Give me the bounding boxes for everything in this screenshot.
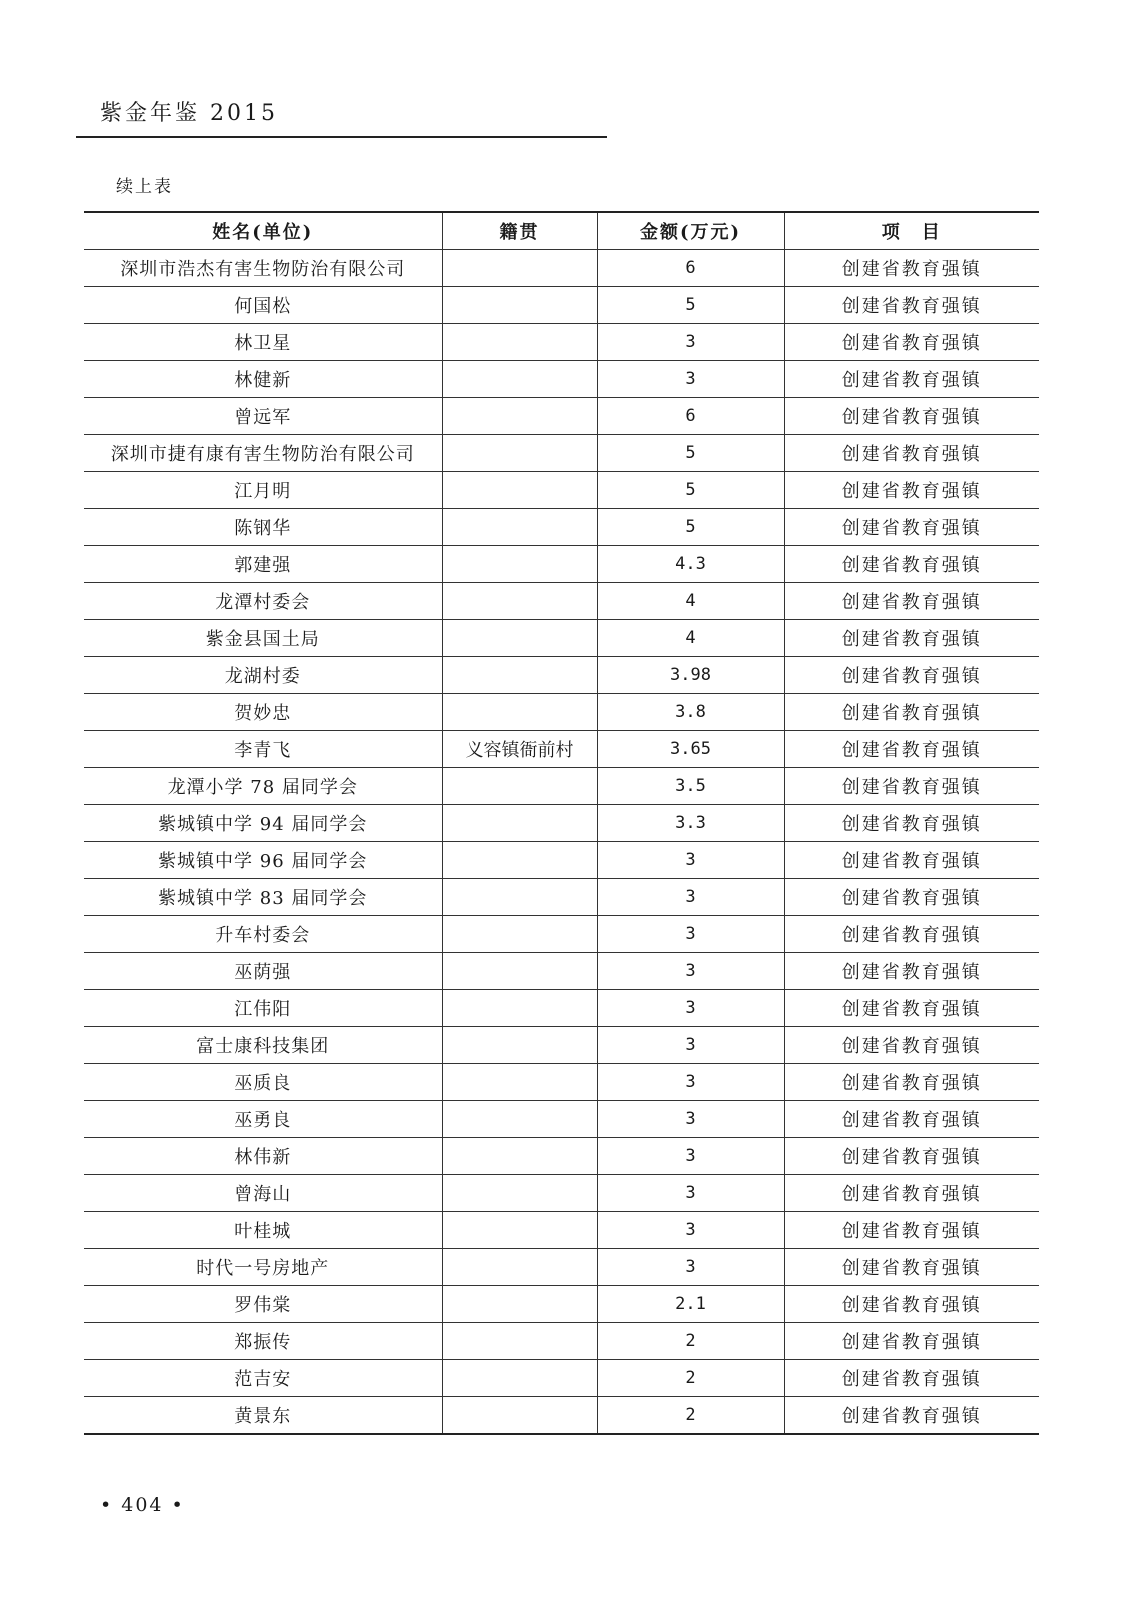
table-row <box>84 509 1039 546</box>
origin-cell <box>442 1175 597 1212</box>
name-cell: 龙湖村委 <box>84 657 442 694</box>
name-cell: 紫城镇中学 94 届同学会 <box>84 805 442 842</box>
origin-cell <box>442 398 597 435</box>
name-cell: 巫荫强 <box>84 953 442 990</box>
table-row <box>84 583 1039 620</box>
amount-cell: 3.8 <box>597 694 784 731</box>
origin-cell <box>442 546 597 583</box>
project-cell: 创建省教育强镇 <box>784 1101 1039 1138</box>
name-cell: 黄景东 <box>84 1397 442 1435</box>
amount-cell: 2.1 <box>597 1286 784 1323</box>
amount-cell: 6 <box>597 398 784 435</box>
amount-cell: 3 <box>597 361 784 398</box>
project-cell: 创建省教育强镇 <box>784 1175 1039 1212</box>
column-header-name: 姓名(单位) <box>84 212 442 250</box>
origin-cell <box>442 990 597 1027</box>
project-cell: 创建省教育强镇 <box>784 1212 1039 1249</box>
origin-cell <box>442 1397 597 1435</box>
amount-cell: 3.5 <box>597 768 784 805</box>
amount-cell: 3 <box>597 879 784 916</box>
donation-table <box>84 211 1039 1435</box>
table-row <box>84 1360 1039 1397</box>
origin-cell <box>442 509 597 546</box>
amount-cell: 3 <box>597 1212 784 1249</box>
origin-cell <box>442 953 597 990</box>
name-cell: 曾远军 <box>84 398 442 435</box>
project-cell: 创建省教育强镇 <box>784 472 1039 509</box>
name-cell: 范吉安 <box>84 1360 442 1397</box>
table-row <box>84 1064 1039 1101</box>
origin-cell <box>442 1027 597 1064</box>
amount-cell: 3 <box>597 990 784 1027</box>
amount-cell: 3.65 <box>597 731 784 768</box>
origin-cell <box>442 1212 597 1249</box>
table-row <box>84 953 1039 990</box>
origin-cell <box>442 1286 597 1323</box>
name-cell: 江月明 <box>84 472 442 509</box>
table-row <box>84 1212 1039 1249</box>
amount-cell: 5 <box>597 509 784 546</box>
amount-cell: 5 <box>597 287 784 324</box>
project-cell: 创建省教育强镇 <box>784 1286 1039 1323</box>
continued-label: 续上表 <box>116 177 173 197</box>
project-cell: 创建省教育强镇 <box>784 509 1039 546</box>
table-row <box>84 1397 1039 1435</box>
table-row <box>84 1175 1039 1212</box>
name-cell: 紫金县国土局 <box>84 620 442 657</box>
name-cell: 曾海山 <box>84 1175 442 1212</box>
origin-cell <box>442 472 597 509</box>
origin-cell: 义容镇衙前村 <box>442 731 597 768</box>
amount-cell: 6 <box>597 250 784 287</box>
name-cell: 紫城镇中学 96 届同学会 <box>84 842 442 879</box>
page-number: • 404 • <box>100 1494 185 1516</box>
amount-cell: 3 <box>597 1138 784 1175</box>
origin-cell <box>442 768 597 805</box>
project-cell: 创建省教育强镇 <box>784 398 1039 435</box>
origin-cell <box>442 287 597 324</box>
table-row <box>84 1323 1039 1360</box>
table-row <box>84 694 1039 731</box>
amount-cell: 3 <box>597 324 784 361</box>
project-cell: 创建省教育强镇 <box>784 1397 1039 1435</box>
name-cell: 巫勇良 <box>84 1101 442 1138</box>
project-cell: 创建省教育强镇 <box>784 953 1039 990</box>
name-cell: 深圳市捷有康有害生物防治有限公司 <box>84 435 442 472</box>
project-cell: 创建省教育强镇 <box>784 694 1039 731</box>
amount-cell: 3 <box>597 916 784 953</box>
origin-cell <box>442 620 597 657</box>
header-row <box>84 212 1039 250</box>
project-cell: 创建省教育强镇 <box>784 731 1039 768</box>
table-row <box>84 472 1039 509</box>
project-cell: 创建省教育强镇 <box>784 287 1039 324</box>
origin-cell <box>442 435 597 472</box>
project-cell: 创建省教育强镇 <box>784 657 1039 694</box>
origin-cell <box>442 916 597 953</box>
table-row <box>84 657 1039 694</box>
amount-cell: 3 <box>597 1101 784 1138</box>
project-cell: 创建省教育强镇 <box>784 1323 1039 1360</box>
amount-cell: 4.3 <box>597 546 784 583</box>
name-cell: 林伟新 <box>84 1138 442 1175</box>
column-header-project: 项 目 <box>784 212 1039 250</box>
origin-cell <box>442 879 597 916</box>
table-row <box>84 805 1039 842</box>
project-cell: 创建省教育强镇 <box>784 620 1039 657</box>
amount-cell: 3 <box>597 1175 784 1212</box>
project-cell: 创建省教育强镇 <box>784 805 1039 842</box>
name-cell: 林卫星 <box>84 324 442 361</box>
amount-cell: 4 <box>597 620 784 657</box>
project-cell: 创建省教育强镇 <box>784 1064 1039 1101</box>
origin-cell <box>442 842 597 879</box>
name-cell: 富士康科技集团 <box>84 1027 442 1064</box>
amount-cell: 3 <box>597 842 784 879</box>
origin-cell <box>442 805 597 842</box>
table-row <box>84 435 1039 472</box>
project-cell: 创建省教育强镇 <box>784 546 1039 583</box>
project-cell: 创建省教育强镇 <box>784 1138 1039 1175</box>
amount-cell: 3 <box>597 1064 784 1101</box>
name-cell: 林健新 <box>84 361 442 398</box>
project-cell: 创建省教育强镇 <box>784 324 1039 361</box>
origin-cell <box>442 694 597 731</box>
project-cell: 创建省教育强镇 <box>784 842 1039 879</box>
name-cell: 何国松 <box>84 287 442 324</box>
name-cell: 郑振传 <box>84 1323 442 1360</box>
origin-cell <box>442 250 597 287</box>
amount-cell: 5 <box>597 472 784 509</box>
table-row <box>84 731 1039 768</box>
column-header-origin: 籍贯 <box>442 212 597 250</box>
origin-cell <box>442 361 597 398</box>
project-cell: 创建省教育强镇 <box>784 916 1039 953</box>
project-cell: 创建省教育强镇 <box>784 768 1039 805</box>
table-header <box>84 212 1039 250</box>
name-cell: 贺妙忠 <box>84 694 442 731</box>
project-cell: 创建省教育强镇 <box>784 879 1039 916</box>
table-row <box>84 1027 1039 1064</box>
amount-cell: 3 <box>597 1249 784 1286</box>
amount-cell: 4 <box>597 583 784 620</box>
table-row <box>84 361 1039 398</box>
table-row <box>84 1249 1039 1286</box>
table-row <box>84 398 1039 435</box>
name-cell: 李青飞 <box>84 731 442 768</box>
project-cell: 创建省教育强镇 <box>784 361 1039 398</box>
amount-cell: 2 <box>597 1360 784 1397</box>
project-cell: 创建省教育强镇 <box>784 583 1039 620</box>
table-row <box>84 620 1039 657</box>
table-row <box>84 250 1039 287</box>
name-cell: 罗伟棠 <box>84 1286 442 1323</box>
table-row <box>84 916 1039 953</box>
name-cell: 巫质良 <box>84 1064 442 1101</box>
origin-cell <box>442 1249 597 1286</box>
table-body <box>84 250 1039 1435</box>
amount-cell: 2 <box>597 1397 784 1435</box>
project-cell: 创建省教育强镇 <box>784 1027 1039 1064</box>
origin-cell <box>442 657 597 694</box>
project-cell: 创建省教育强镇 <box>784 990 1039 1027</box>
project-cell: 创建省教育强镇 <box>784 1360 1039 1397</box>
header-divider <box>76 136 607 138</box>
name-cell: 江伟阳 <box>84 990 442 1027</box>
table-row <box>84 287 1039 324</box>
table-row <box>84 1286 1039 1323</box>
table-row <box>84 324 1039 361</box>
yearbook-title: 紫金年鉴 2015 <box>100 101 278 126</box>
amount-cell: 3 <box>597 953 784 990</box>
name-cell: 时代一号房地产 <box>84 1249 442 1286</box>
name-cell: 升车村委会 <box>84 916 442 953</box>
column-header-amount: 金额(万元) <box>597 212 784 250</box>
table-row <box>84 1101 1039 1138</box>
project-cell: 创建省教育强镇 <box>784 250 1039 287</box>
name-cell: 叶桂城 <box>84 1212 442 1249</box>
table-row <box>84 1138 1039 1175</box>
name-cell: 龙潭小学 78 届同学会 <box>84 768 442 805</box>
origin-cell <box>442 1323 597 1360</box>
name-cell: 陈钢华 <box>84 509 442 546</box>
amount-cell: 3.3 <box>597 805 784 842</box>
origin-cell <box>442 324 597 361</box>
origin-cell <box>442 1064 597 1101</box>
name-cell: 紫城镇中学 83 届同学会 <box>84 879 442 916</box>
origin-cell <box>442 1101 597 1138</box>
project-cell: 创建省教育强镇 <box>784 1249 1039 1286</box>
table-row <box>84 842 1039 879</box>
amount-cell: 2 <box>597 1323 784 1360</box>
origin-cell <box>442 583 597 620</box>
amount-cell: 3 <box>597 1027 784 1064</box>
name-cell: 深圳市浩杰有害生物防治有限公司 <box>84 250 442 287</box>
table-row <box>84 768 1039 805</box>
origin-cell <box>442 1138 597 1175</box>
amount-cell: 3.98 <box>597 657 784 694</box>
table-row <box>84 990 1039 1027</box>
table-row <box>84 546 1039 583</box>
origin-cell <box>442 1360 597 1397</box>
table-row <box>84 879 1039 916</box>
name-cell: 龙潭村委会 <box>84 583 442 620</box>
project-cell: 创建省教育强镇 <box>784 435 1039 472</box>
amount-cell: 5 <box>597 435 784 472</box>
name-cell: 郭建强 <box>84 546 442 583</box>
